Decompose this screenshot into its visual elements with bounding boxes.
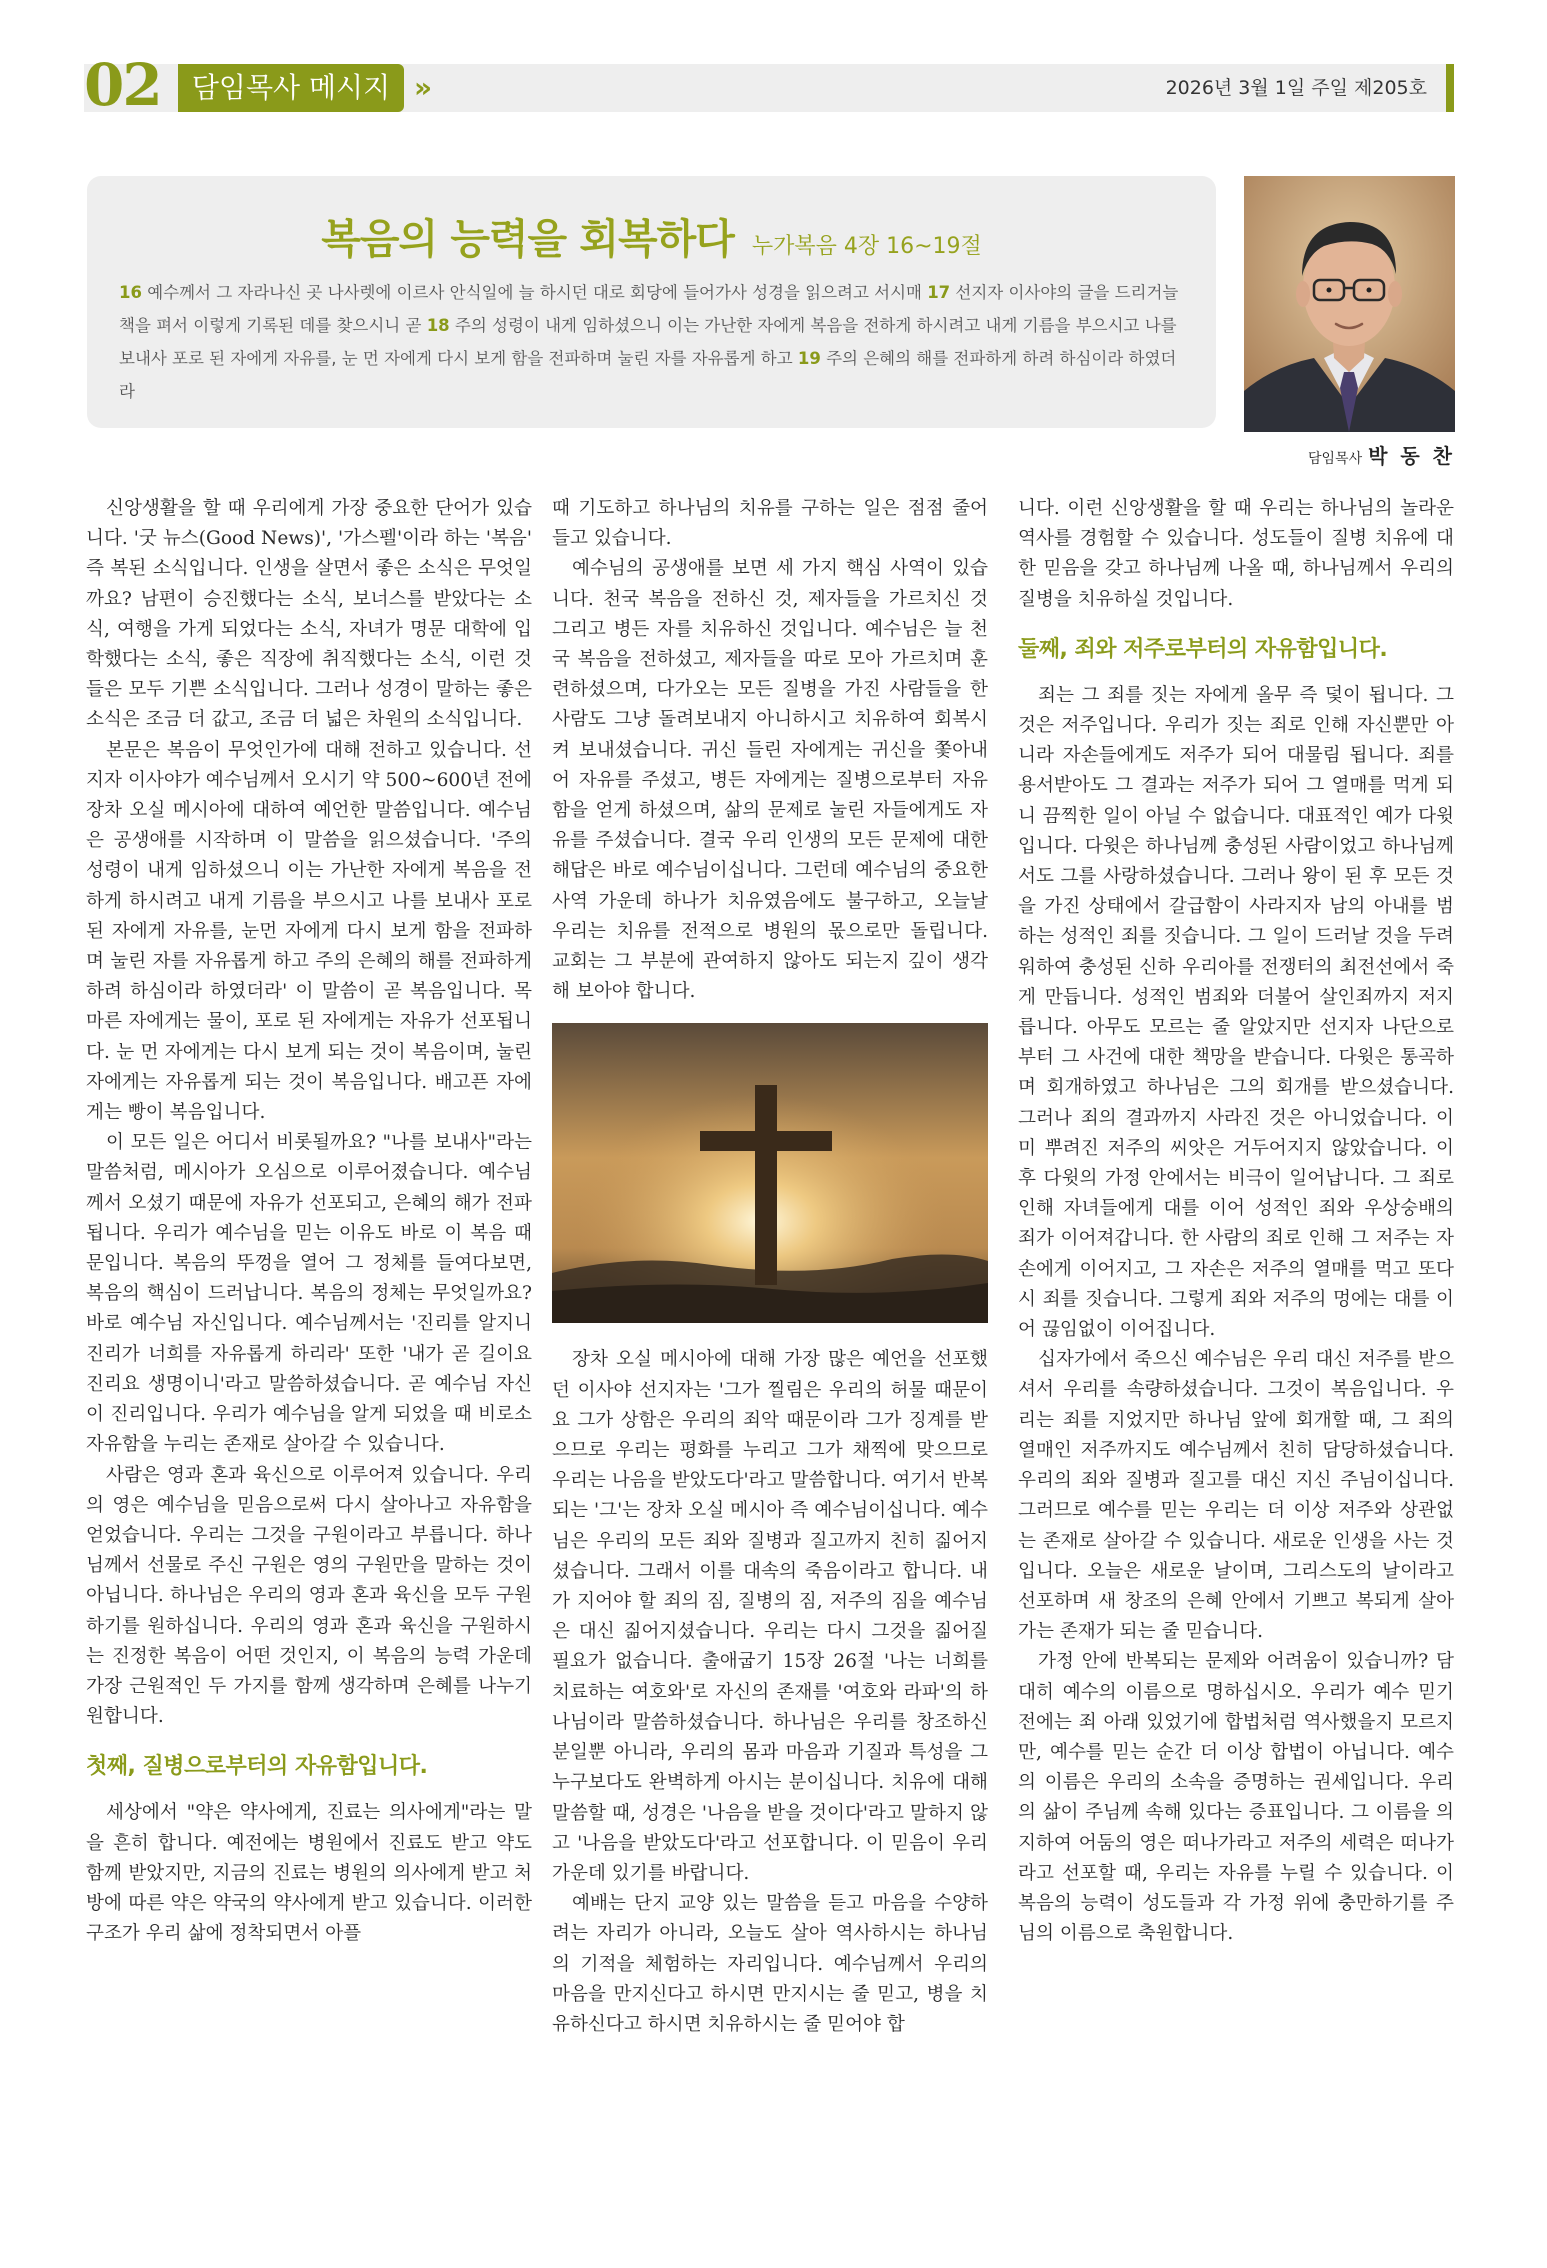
paragraph: 예수님의 공생애를 보면 세 가지 핵심 사역이 있습니다. 천국 복음을 전하신 것, 제자들을 가르치신 것 그리고 병든 자를 치유하신 것입니다. 예수님은 늘 천국 복음을 전하셨고, 제자들을 따로 모아 가르치며 훈련하셨으며, 다가오는 모든 질병을 가진 사람들을 한 사람도 그냥 돌려보내지 아니하시고 치유하여 회복시켜 보내셨습니다. 귀신 들린 자에게는 귀신을 쫓아내어 자유를 주셨고, 병든 자에게는 질병으로부터 자유함을 얻게 하셨으며, 삶의 문제로 눌린 자들에게도 자유를 주셨습니다. 결국 우리 인생의 모든 문제에 대한 해답은 바로 예수님이십니다. 그런데 예수님의 중요한 사역 가운데 하나가 치유였음에도 불구하고, 오늘날 우리는 치유를 전적으로 병원의 몫으로만 돌립니다. 교회는 그 부분에 관여하지 않아도 되는지 깊이 생각해 보아야 합니다. <box>552 558 988 1003</box>
section-tag: 담임목사 메시지 <box>178 64 404 112</box>
verse-number: 17 <box>927 283 951 302</box>
pastor-name: 박 동 찬 <box>1368 444 1455 468</box>
page-number: 02 <box>84 51 161 119</box>
paragraph: 신앙생활을 할 때 우리에게 가장 중요한 단어가 있습니다. '굿 뉴스(Good News)', '가스펠'이라 하는 '복음' 즉 복된 소식입니다. 인생을 살면서 좋은 소식은 무엇일까요? 남편이 승진했다는 소식, 보너스를 받았다는 소식, 여행을 가게 되었다는 소식, 자녀가 명문 대학에 입학했다는 소식, 좋은 직장에 취직했다는 소식, 이런 것들은 모두 기쁜 소식입니다. 그러나 성경이 말하는 좋은 소식은 조금 더 값고, 조금 더 넓은 차원의 소식입니다. <box>86 498 532 731</box>
verse-text: 주의 은혜의 해를 전파하게 하려 하심이라 하였더라 <box>119 349 1177 401</box>
chevron-double-right-icon: » <box>414 71 429 104</box>
paragraph: 니다. 이런 신앙생활을 할 때 우리는 하나님의 놀라운 역사를 경험할 수 있습니다. 성도들이 질병 치유에 대한 믿음을 갖고 하나님께 나올 때, 하나님께서 우리의 질병을 치유하실 것입니다. <box>1018 498 1454 610</box>
cross-sunset-image <box>552 1023 988 1323</box>
sermon-title-box <box>87 176 1216 428</box>
verse-number: 19 <box>797 349 821 368</box>
pastor-photo <box>1244 176 1455 432</box>
sermon-title: 복음의 능력을 회복하다 <box>321 215 734 263</box>
header-end-marker <box>1446 64 1454 112</box>
verse-number: 18 <box>426 316 450 335</box>
paragraph: 예배는 단지 교양 있는 말씀을 듣고 마음을 수양하려는 자리가 아니라, 오늘도 살아 역사하시는 하나님의 기적을 체험하는 자리입니다. 예수님께서 우리의 마음을 만지신다고 하시면 만지시는 줄 믿고, 병을 치유하신다고 하시면 치유하시는 줄 믿어야 합 <box>552 1893 988 2035</box>
pastor-caption <box>1244 440 1455 469</box>
verse-text: 주의 성령이 내게 임하셨으니 이는 가난한 자에게 복음을 전하게 하시려고 내게 기름을 부으시고 나를 보내사 포로 된 자에게 자유를, 눈 먼 자에게 다시 보게 함을 전파하며 눌린 자를 자유롭게 하고 <box>119 316 1177 368</box>
subheading-first: 첫째, 질병으로부터의 자유함입니다. <box>86 1754 428 1780</box>
paragraph: 세상에서 "약은 약사에게, 진료는 의사에게"라는 말을 흔히 합니다. 예전에는 병원에서 진료도 받고 약도 함께 받았지만, 지금의 진료는 병원의 의사에게 받고 처방에 따른 약은 약국의 약사에게 받고 있습니다. 이러한 구조가 우리 삶에 정착되면서 아플 <box>86 1802 532 1945</box>
scripture-passage <box>119 276 1189 408</box>
paragraph: 십자가에서 죽으신 예수님은 우리 대신 저주를 받으셔서 우리를 속량하셨습니다. 그것이 복음입니다. 우리는 죄를 지었지만 하나님 앞에 회개할 때, 그 죄의 열매인 저주까지도 예수님께서 친히 담당하셨습니다. 우리의 죄와 질병과 질고를 대신 지신 주님이십니다. 그러므로 예수를 믿는 우리는 더 이상 저주와 상관없는 존재로 살아갈 수 있습니다. 새로운 인생을 사는 것입니다. 오늘은 새로운 날이며, 그리스도의 날이라고 선포하며 새 창조의 은혜 안에서 기쁘고 복되게 살아가는 존재가 되는 줄 믿습니다. <box>1018 1349 1454 1643</box>
title-row <box>87 206 1216 265</box>
pastor-role: 담임목사 <box>1308 451 1363 467</box>
paragraph: 죄는 그 죄를 짓는 자에게 올무 즉 덫이 됩니다. 그것은 저주입니다. 우리가 짓는 죄로 인해 자신뿐만 아니라 자손들에게도 저주가 되어 대물림 됩니다. 죄를 용서받아도 그 결과는 저주가 되어 그 열매를 먹게 되니 끔찍한 일이 아닐 수 없습니다. 대표적인 예가 다윗입니다. 다윗은 하나님께 충성된 사람이었고 하나님께서도 그를 사랑하셨습니다. 그러나 왕이 된 후 모든 것을 가진 상태에서 갈급함이 사라지자 남의 아내를 범하는 성적인 죄를 짓습니다. 그 일이 드러날 것을 두려워하여 충성된 신하 우리아를 전쟁터의 최전선에서 죽게 만듭니다. 성적인 범죄와 더불어 살인죄까지 저지릅니다. 아무도 모르는 줄 알았지만 선지자 나단으로부터 그 사건에 대한 책망을 받습니다. 다윗은 통곡하며 회개하였고 하나님은 그의 회개를 받으셨습니다. 그러나 죄의 결과까지 사라진 것은 아니었습니다. 이미 뿌려진 저주의 씨앗은 거두어지지 않았습니다. 이후 다윗의 가정 안에서는 비극이 일어납니다. 그 죄로 인해 자녀들에게 대를 이어 성적인 죄와 우상숭배의 죄가 이어져갑니다. 한 사람의 죄로 인해 그 저주는 자손에게 이어지고, 그 자손은 저주의 열매를 먹고 또다시 죄를 짓습니다. 그렇게 죄와 저주의 멍에는 대를 이어 끊임없이 이어집니다. <box>1018 684 1454 1341</box>
paragraph: 사람은 영과 혼과 육신으로 이루어져 있습니다. 우리의 영은 예수님을 믿음으로써 다시 살아나고 자유함을 얻었습니다. 우리는 그것을 구원이라고 부릅니다. 하나님께서 선물로 주신 구원은 영의 구원만을 말하는 것이 아닙니다. 하나님은 우리의 영과 혼과 육신을 모두 구원하기를 원하십니다. 우리의 영과 혼과 육신을 구원하시는 진정한 복음이 어떤 것인지, 이 복음의 능력 가운데 가장 근원적인 두 가지를 함께 생각하며 은혜를 나누기 원합니다. <box>86 1464 532 1728</box>
issue-info: 2026년 3월 1일 주일 제205호 <box>1165 77 1427 99</box>
verse-number: 16 <box>119 283 142 302</box>
article-column-1 <box>86 494 532 1949</box>
article-column-3 <box>1018 494 1454 1949</box>
paragraph: 본문은 복음이 무엇인가에 대해 전하고 있습니다. 선지자 이사야가 예수님께서 오시기 약 500~600년 전에 장차 오실 메시아에 대하여 예언한 말씀입니다. 예수님은 공생애를 시작하며 이 말씀을 읽으셨습니다. '주의 성령이 내게 임하셨으니 이는 가난한 자에게 복음을 전하게 하시려고 내게 기름을 부으시고 나를 보내사 포로 된 자에게 자유를, 눈먼 자에게 다시 보게 함을 전파하며 눌린 자를 자유롭게 하고 주의 은혜의 해를 전파하게 하려 하심이라 하였더라' 이 말씀이 곧 복음입니다. 목마른 자에게는 물이, 포로 된 자에게는 자유가 선포됩니다. 눈 먼 자에게는 다시 보게 되는 것이 복음이며, 눌린 자에게는 자유롭게 되는 것이 복음입니다. 배고픈 자에게는 빵이 복음입니다. <box>86 739 532 1124</box>
paragraph: 가정 안에 반복되는 문제와 어려움이 있습니까? 담대히 예수의 이름으로 명하십시오. 우리가 예수 믿기 전에는 죄 아래 있었기에 합법처럼 역사했을지 모르지만, 예수를 믿는 순간 더 이상 합법이 아닙니다. 예수의 이름은 우리의 소속을 증명하는 권세입니다. 우리의 삶이 주님께 속해 있다는 증표입니다. 그 이름을 의지하여 어둠의 영은 떠나가라고 저주의 세력은 떠나가라고 선포할 때, 우리는 자유를 누릴 수 있습니다. 이 복음의 능력이 성도들과 각 가정 위에 충만하기를 주님의 이름으로 축원합니다. <box>1018 1651 1454 1945</box>
scripture-reference: 누가복음 4장 16~19절 <box>751 234 982 259</box>
paragraph: 이 모든 일은 어디서 비롯될까요? "나를 보내사"라는 말씀처럼, 메시아가 오심으로 이루어졌습니다. 예수님께서 오셨기 때문에 자유가 선포되고, 은혜의 해가 전파됩니다. 우리가 예수님을 믿는 이유도 바로 이 복음 때문입니다. 복음의 뚜껑을 열어 그 정체를 들여다보면, 복음의 핵심이 드러납니다. 복음의 정체는 무엇일까요? 바로 예수님 자신입니다. 예수님께서는 '진리를 알지니 진리가 너희를 자유롭게 하리라' 또한 '내가 곧 길이요 진리요 생명이니'라고 말씀하셨습니다. 곧 예수님 자신이 진리입니다. 우리가 예수님을 알게 되었을 때 비로소 자유함을 누리는 존재로 살아갈 수 있습니다. <box>86 1132 532 1456</box>
paragraph: 장차 오실 메시아에 대해 가장 많은 예언을 선포했던 이사야 선지자는 '그가 찔림은 우리의 허물 때문이요 그가 상함은 우리의 죄악 때문이라 그가 징계를 받으므로 우리는 평화를 누리고 그가 채찍에 맞으므로 우리는 나음을 받았도다'라고 말씀합니다. 여기서 반복되는 '그'는 장차 오실 메시아 즉 예수님이십니다. 예수님은 우리의 모든 죄와 질병과 질고까지 친히 짊어지셨습니다. 그래서 이를 대속의 죽음이라고 합니다. 내가 지어야 할 죄의 짐, 질병의 짐, 저주의 짐을 예수님은 대신 짊어지셨습니다. 우리는 다시 그것을 짊어질 필요가 없습니다. 출애굽기 15장 26절 '나는 너희를 치료하는 여호와'로 자신의 존재를 '여호와 라파'의 하나님이라 말씀하셨습니다. 하나님은 우리를 창조하신 분일뿐 아니라, 우리의 몸과 마음과 기질과 특성을 그 누구보다도 완벽하게 아시는 분이십니다. 치유에 대해 말씀할 때, 성경은 '나음을 받을 것이다'라고 말하지 않고 '나음을 받았도다'라고 선포합니다. 이 믿음이 우리 가운데 있기를 바랍니다. <box>552 1349 988 1884</box>
subheading-second: 둘째, 죄와 저주로부터의 자유함입니다. <box>1018 636 1388 662</box>
article-column-2 <box>552 494 988 2040</box>
verse-text: 선지자 이사야의 글을 드리거늘 책을 펴서 이렇게 기록된 데를 찾으시니 곧 <box>119 283 1179 335</box>
verse-text: 예수께서 그 자라나신 곳 나사렛에 이르사 안식일에 늘 하시던 대로 회당에 들어가사 성경을 읽으려고 서시매 <box>141 283 928 302</box>
paragraph: 때 기도하고 하나님의 치유를 구하는 일은 점점 줄어들고 있습니다. <box>552 498 988 550</box>
